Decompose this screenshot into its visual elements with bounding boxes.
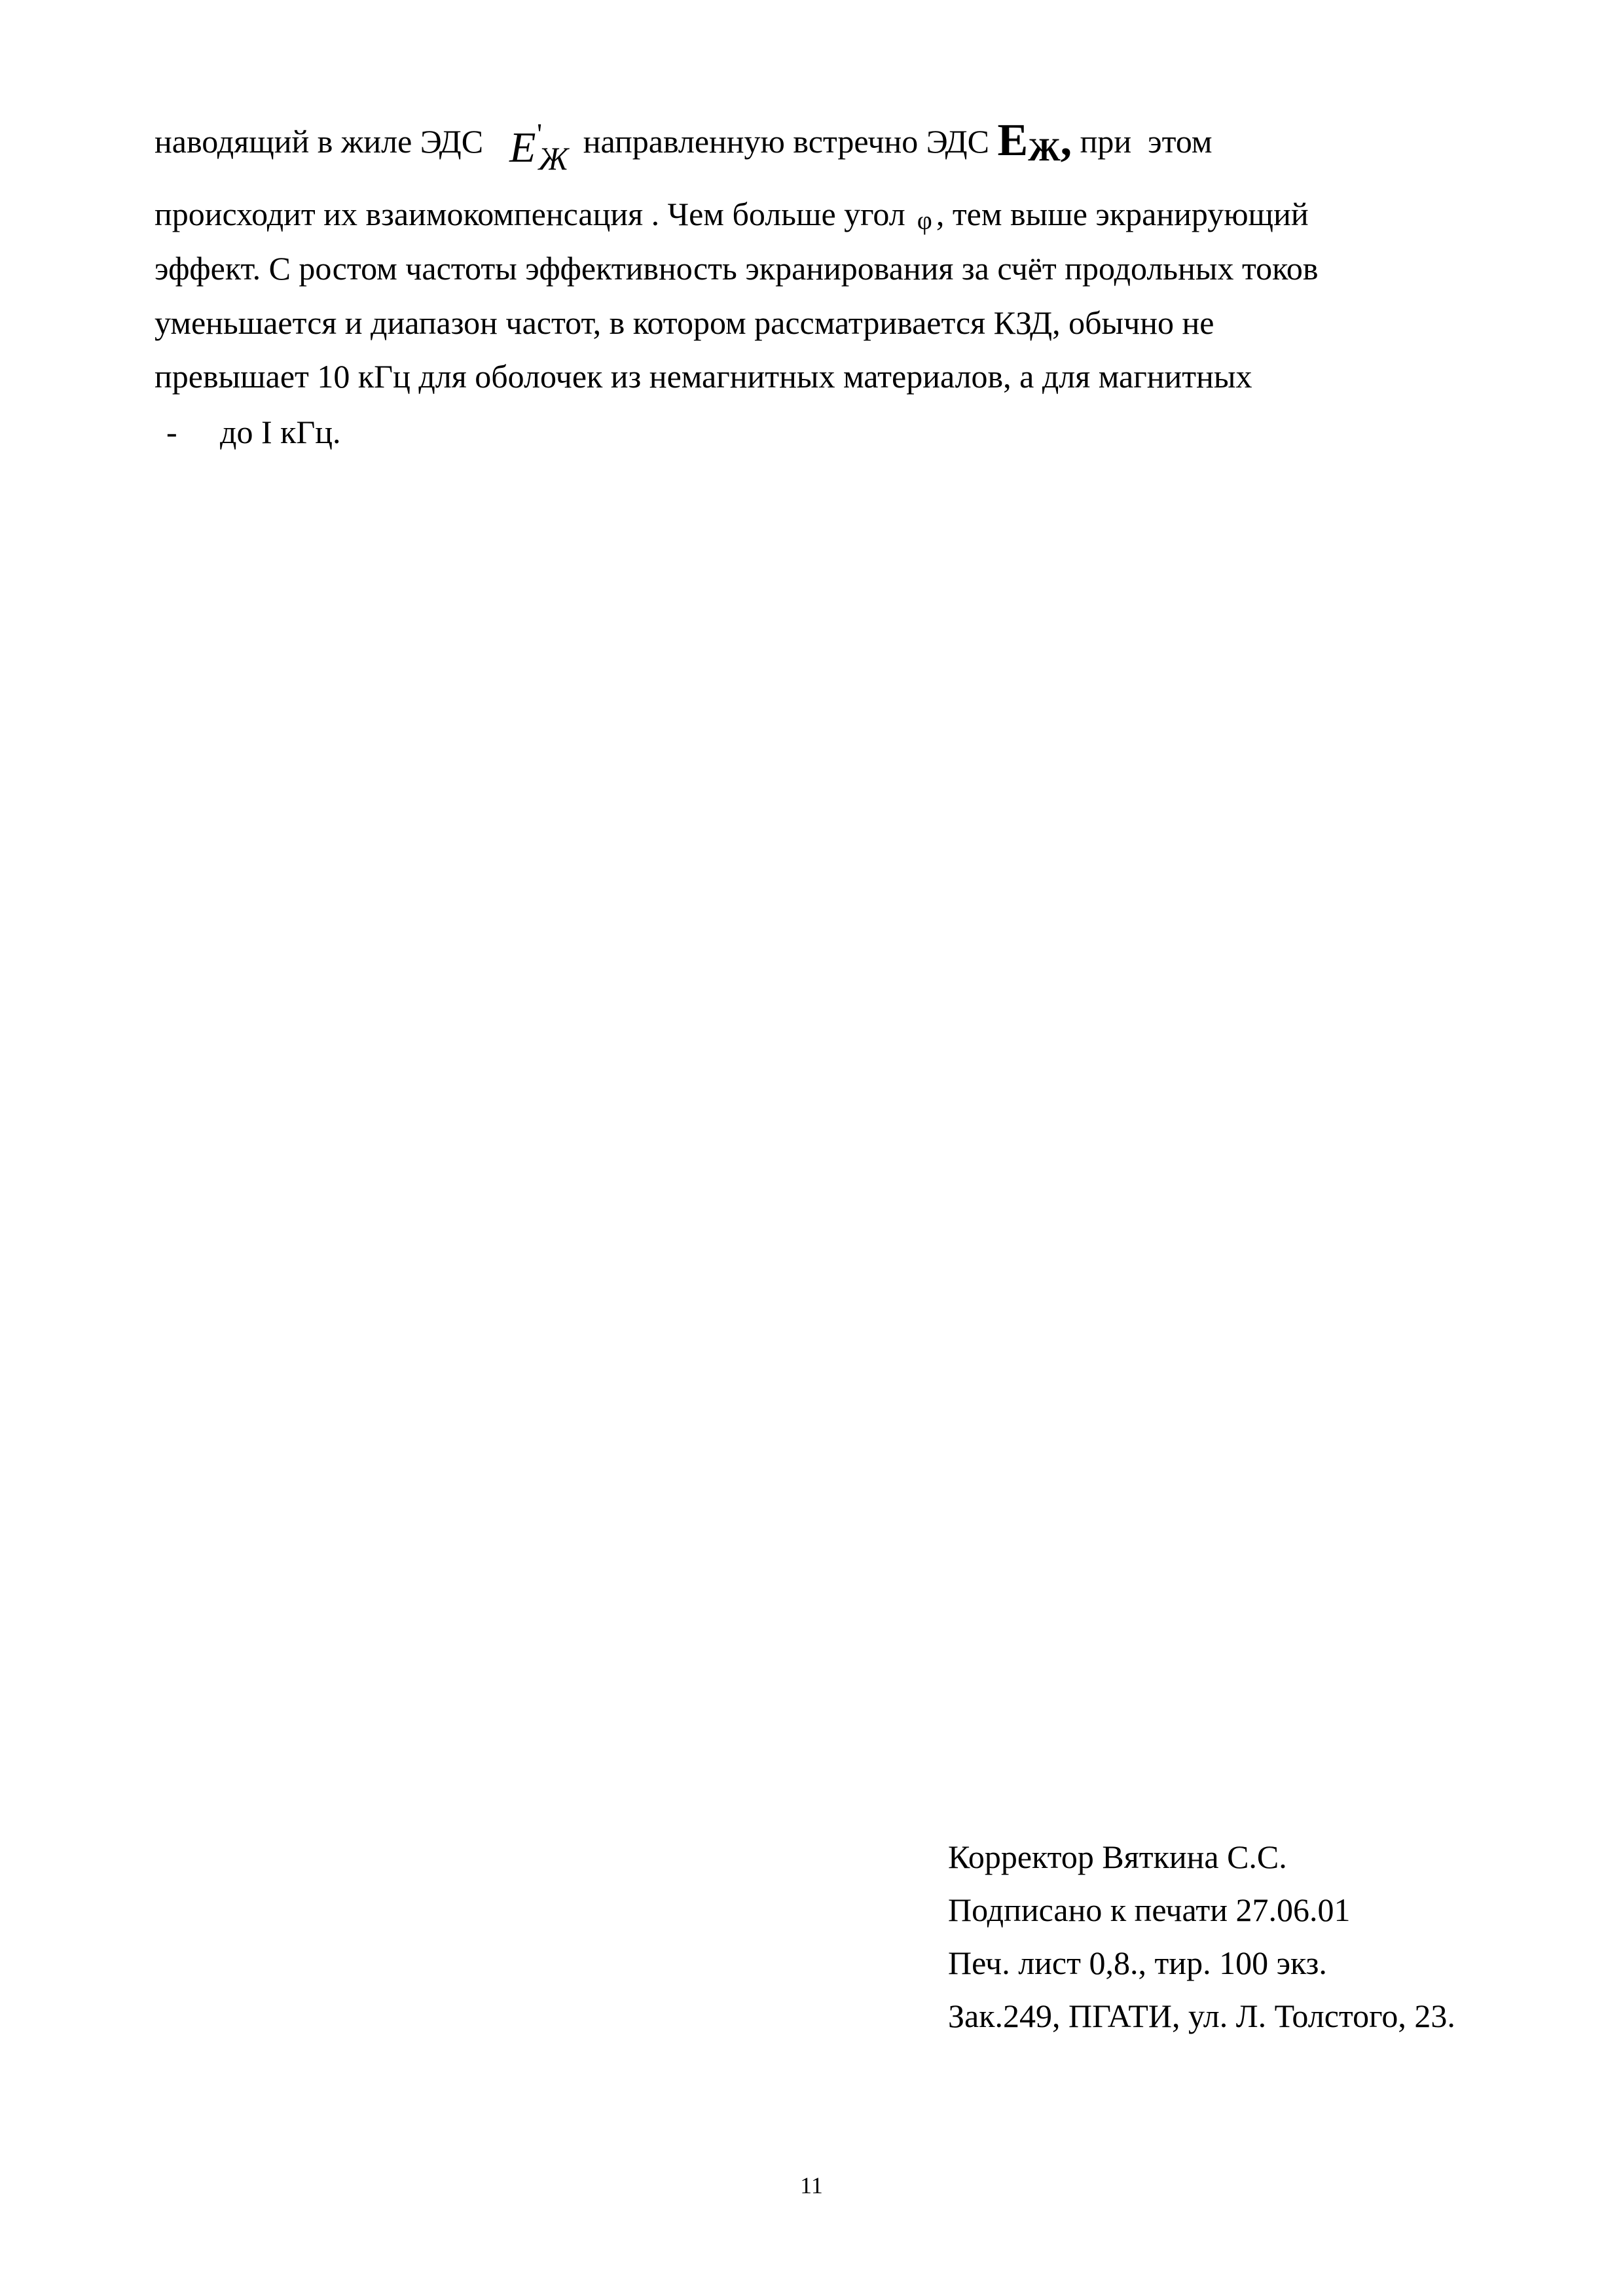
text-line-4: уменьшается и диапазон частот, в котором рассматривается КЗД, обычно не [155,304,1214,341]
bold-e: E [997,115,1029,166]
formula-e: E [509,124,536,171]
text-fragment: , тем выше экранирующий [936,196,1309,232]
text-fragment: при этом [1080,123,1213,160]
imprint-corrector: Корректор Вяткина С.С. [948,1839,1287,1875]
emf-symbol-bold [998,115,1072,166]
imprint-sheets: Печ. лист 0,8., тир. 100 экз. [948,1945,1327,1981]
emf-formula-e-prime [509,118,569,177]
imprint-signed-date: Подписано к печати 27.06.01 [948,1892,1351,1928]
text-fragment: наводящий в жиле ЭДС [155,123,484,160]
text-fragment: происходит их взаимокомпенсация . Чем больше угол [155,196,905,232]
phi-symbol: φ [917,206,932,235]
formula-subscript: Ж [538,140,569,177]
imprint-order-address: Зак.249, ПГАТИ, ул. Л. Толстого, 23. [948,1998,1455,2034]
bold-subscript: Ж [1028,131,1061,168]
text-line-1 [155,115,1213,177]
page-number: 11 [800,2172,823,2198]
text-line-6 [155,416,341,448]
bold-comma: , [1060,115,1072,166]
text-fragment: направленную встречно ЭДС [583,123,989,160]
text-line-2 [155,198,1309,234]
text-line-3: эффект. С ростом частоты эффективность экранирования за счёт продольных токов [155,250,1319,287]
text-line-5: превышает 10 кГц для оболочек из немагнитных материалов, а для магнитных [155,358,1252,395]
list-dash: - [166,414,177,450]
formula-prime: ' [537,118,542,150]
text-fragment: до I кГц. [220,414,341,450]
